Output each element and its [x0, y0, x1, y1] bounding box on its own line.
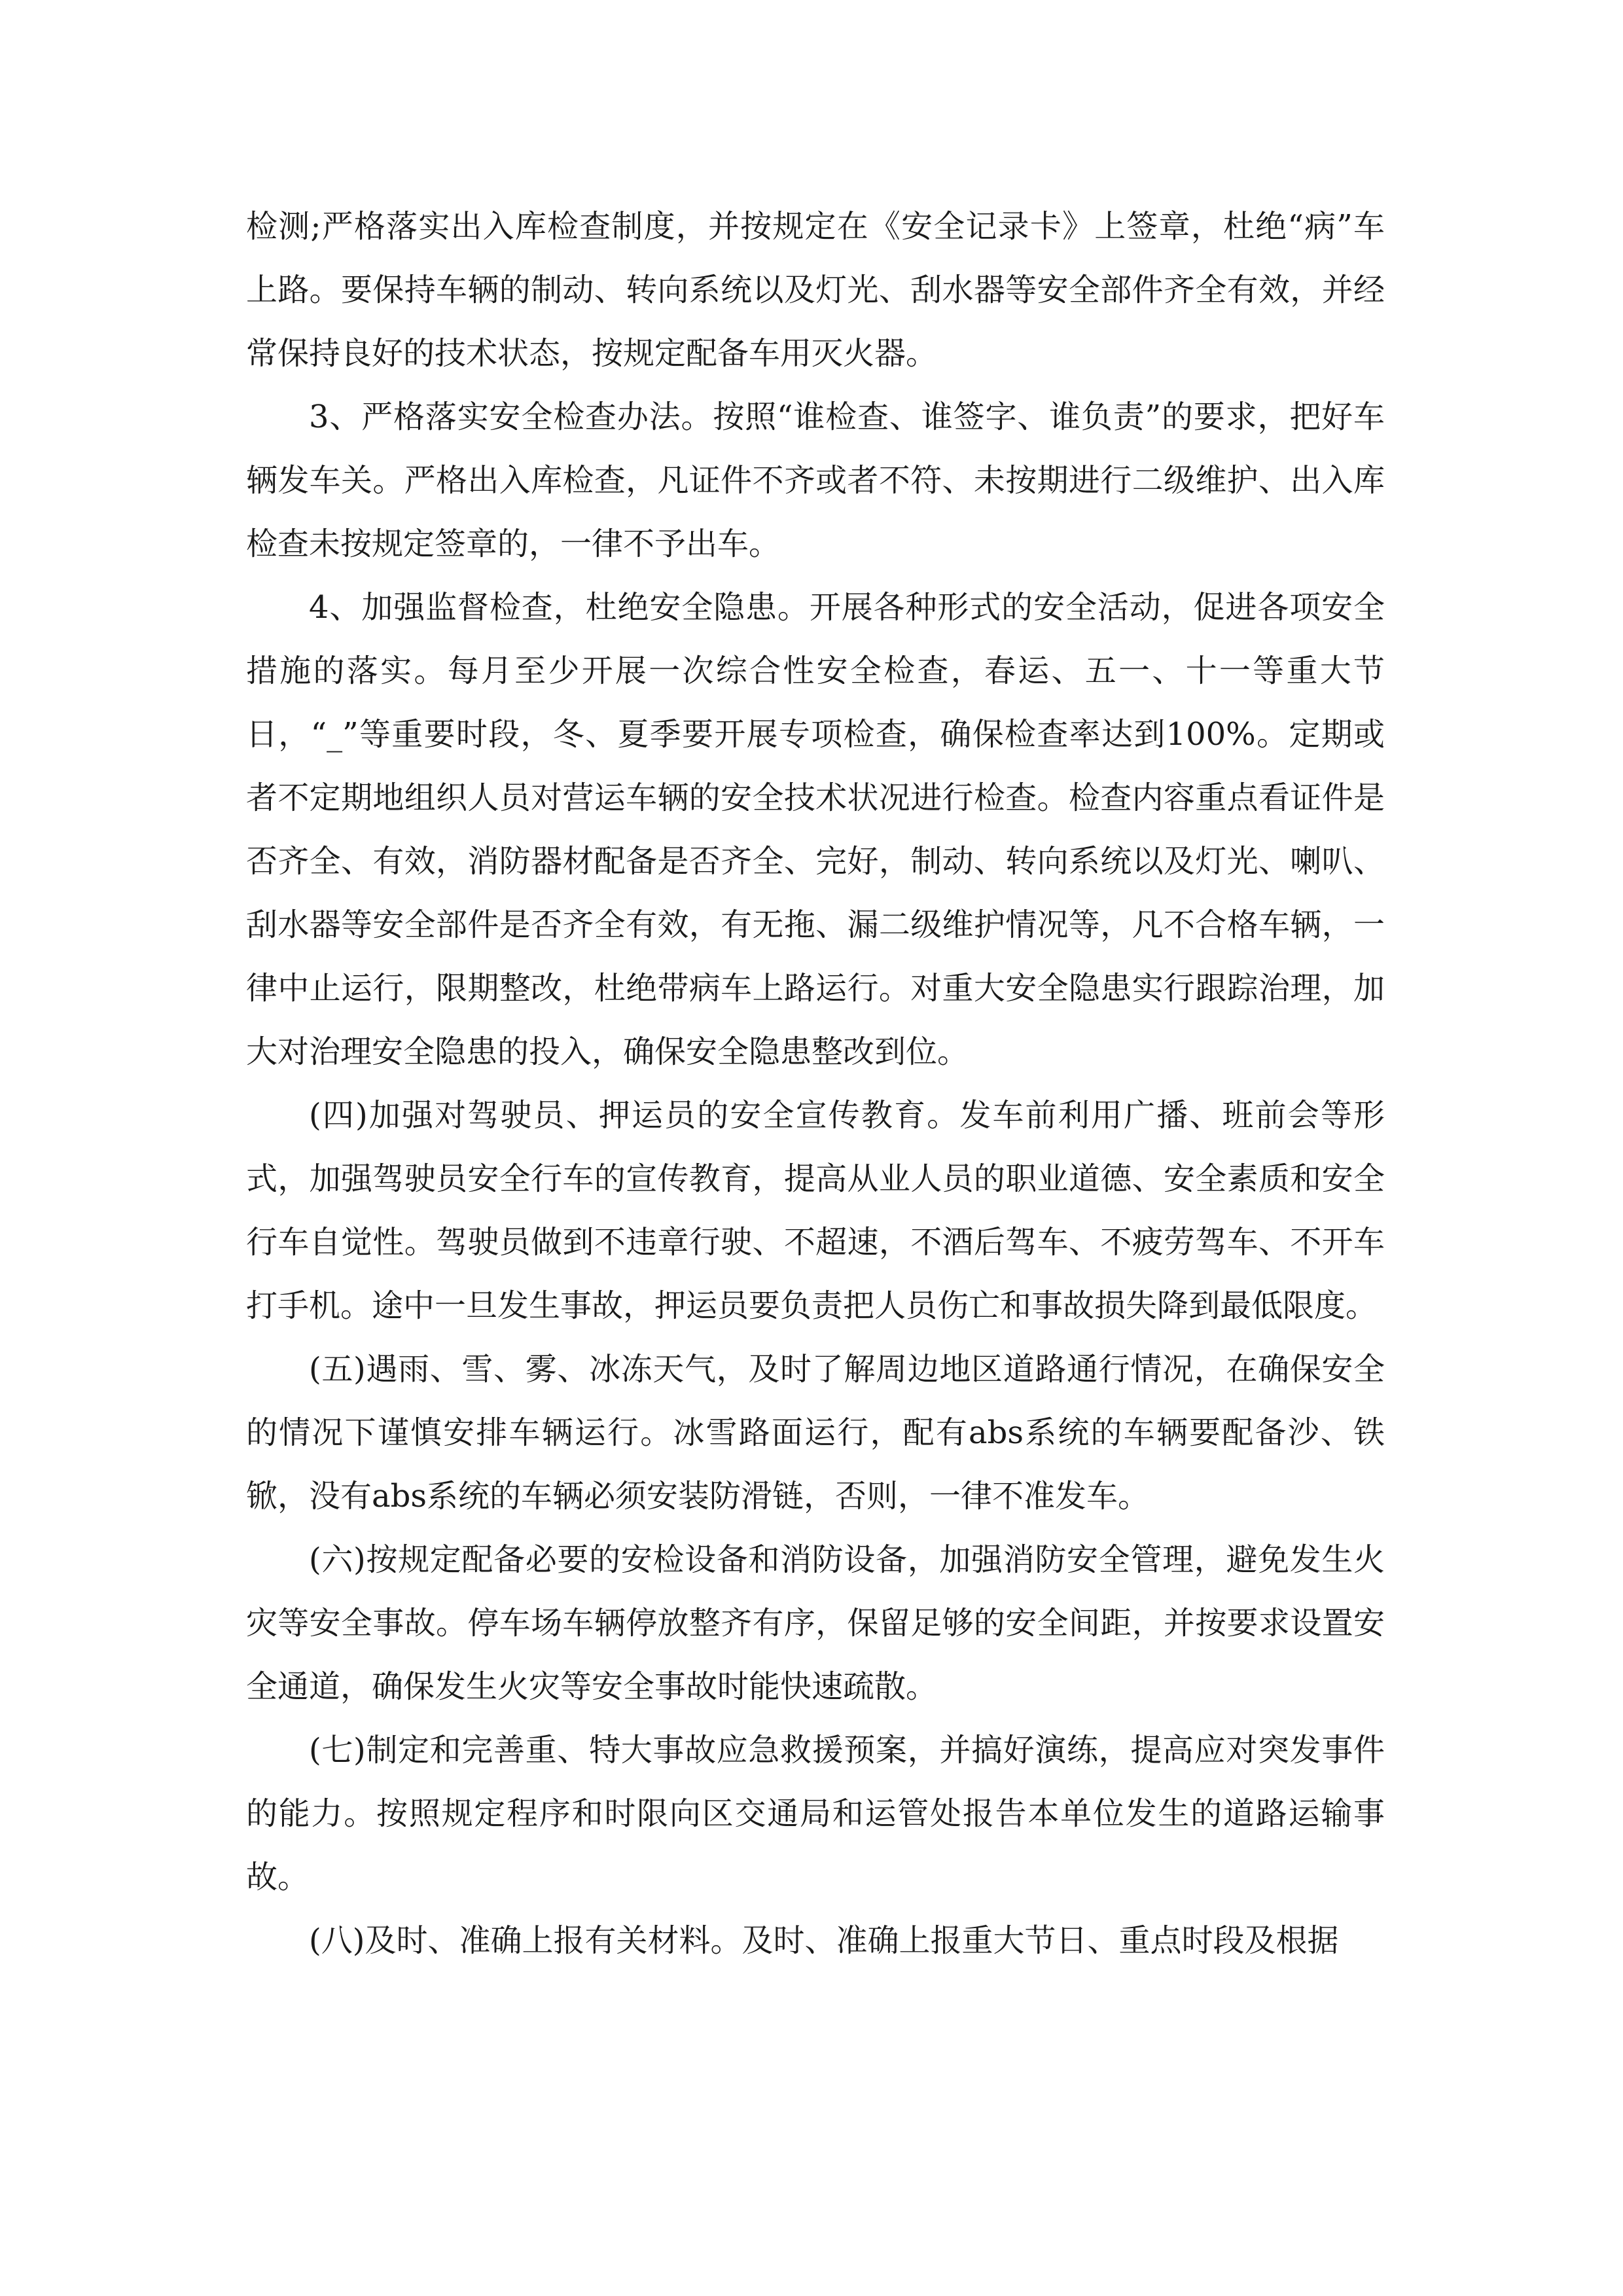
- paragraph-vehicle-inspection: 检测;严格落实出入库检查制度，并按规定在《安全记录卡》上签章，杜绝“病”车上路。要保持车辆的制动、转向系统以及灯光、刮水器等安全部件齐全有效，并经常保持良好的技术状态，按规定配备车用灭火器。: [246, 208, 1385, 372]
- document-body: [246, 195, 1385, 1973]
- paragraph-safety-check-method: 3、严格落实安全检查办法。按照“谁检查、谁签字、谁负责”的要求，把好车辆发车关。严格出入库检查，凡证件不齐或者不符、未按期进行二级维护、出入库检查未按规定签章的，一律不予出车。: [246, 399, 1385, 562]
- paragraph-supervision-inspection: 4、加强监督检查，杜绝安全隐患。开展各种形式的安全活动，促进各项安全措施的落实。每月至少开展一次综合性安全检查，春运、五一、十一等重大节日，“_”等重要时段，冬、夏季要开展专项检查，确保检查率达到100%。定期或者不定期地组织人员对营运车辆的安全技术状况进行检查。检查内容重点看证件是否齐全、有效，消防器材配备是否齐全、完好，制动、转向系统以及灯光、喇叭、刮水器等安全部件是否齐全有效，有无拖、漏二级维护情况等，凡不合格车辆，一律中止运行，限期整改，杜绝带病车上路运行。对重大安全隐患实行跟踪治理，加大对治理安全隐患的投入，确保安全隐患整改到位。: [246, 589, 1385, 1070]
- paragraph-bad-weather: (五)遇雨、雪、雾、冰冻天气，及时了解周边地区道路通行情况，在确保安全的情况下谨慎安排车辆运行。冰雪路面运行，配有abs系统的车辆要配备沙、铁锨，没有abs系统的车辆必须安装防滑链，否则，一律不准发车。: [246, 1351, 1385, 1515]
- paragraph-emergency-plan: (七)制定和完善重、特大事故应急救援预案，并搞好演练，提高应对突发事件的能力。按照规定程序和时限向区交通局和运管处报告本单位发生的道路运输事故。: [246, 1732, 1385, 1895]
- paragraph-driver-education: (四)加强对驾驶员、押运员的安全宣传教育。发车前利用广播、班前会等形式，加强驾驶员安全行车的宣传教育，提高从业人员的职业道德、安全素质和安全行车自觉性。驾驶员做到不违章行驶、不超速，不酒后驾车、不疲劳驾车、不开车打手机。途中一旦发生事故，押运员要负责把人员伤亡和事故损失降到最低限度。: [246, 1097, 1385, 1324]
- paragraph-reporting: (八)及时、准确上报有关材料。及时、准确上报重大节日、重点时段及根据: [309, 1922, 1339, 1959]
- paragraph-fire-safety: (六)按规定配备必要的安检设备和消防设备，加强消防安全管理，避免发生火灾等安全事故。停车场车辆停放整齐有序，保留足够的安全间距，并按要求设置安全通道，确保发生火灾等安全事故时能快速疏散。: [246, 1541, 1385, 1705]
